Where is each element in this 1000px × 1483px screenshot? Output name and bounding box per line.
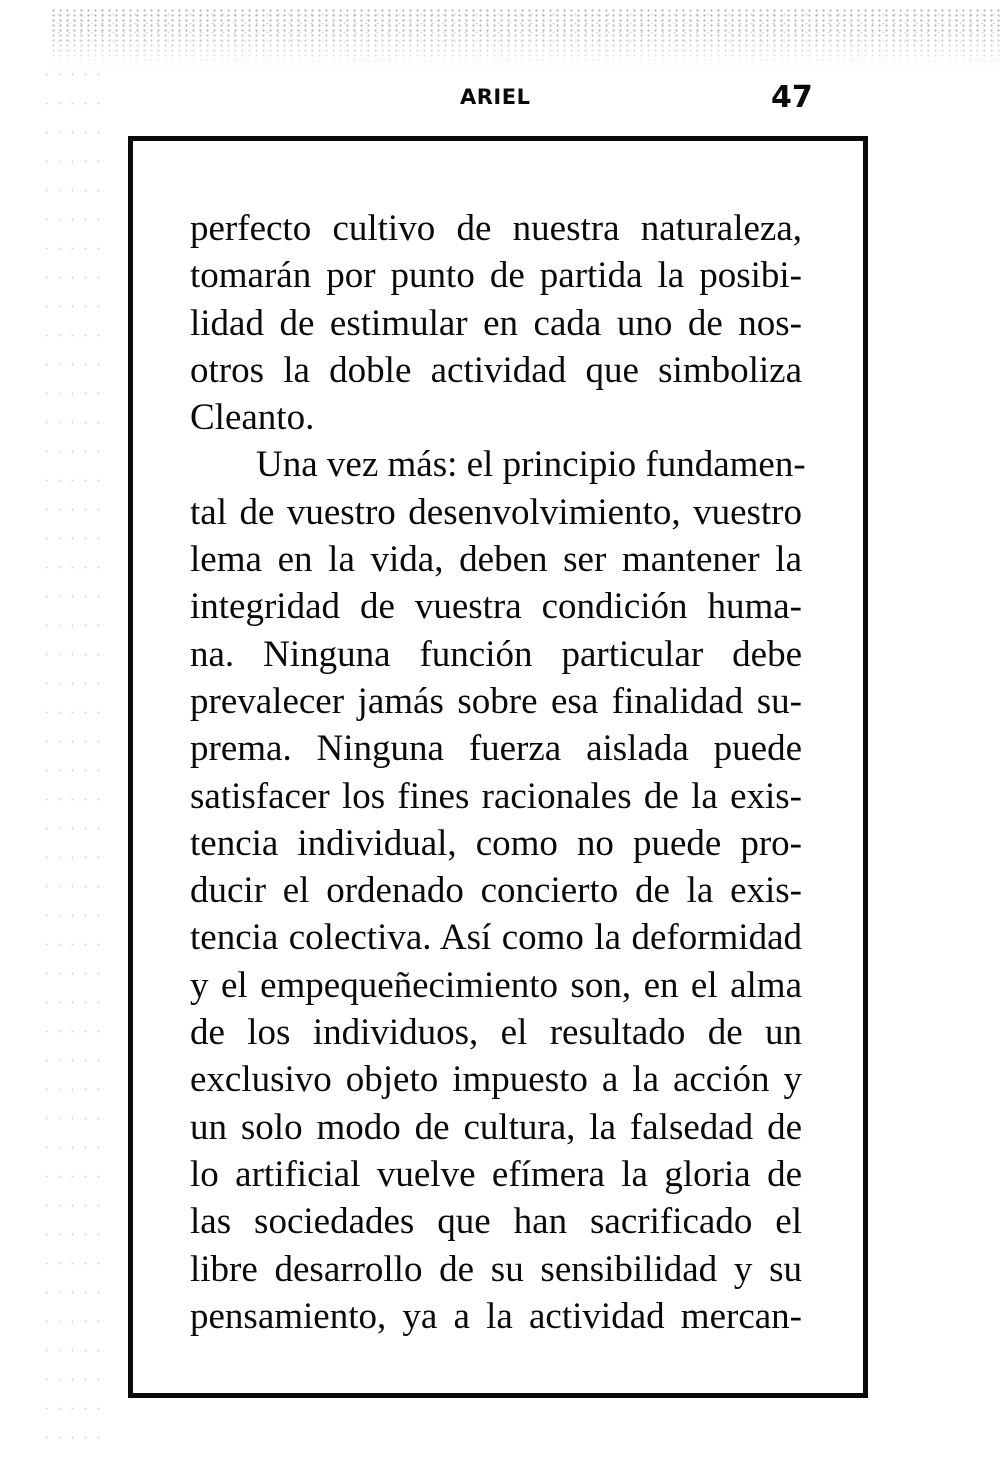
text-line: exclusivo objeto impuesto a la acción y	[190, 1059, 802, 1101]
text-line: lidad de estimular en cada uno de nos-	[190, 302, 802, 344]
text-line: na. Ninguna función particular debe	[190, 633, 802, 675]
text-line: prema. Ninguna fuerza aislada puede	[190, 728, 802, 770]
text-line: tomarán por punto de partida la posibi-	[190, 255, 802, 297]
text-line: ducir el ordenado concierto de la exis-	[190, 870, 802, 912]
text-line: tencia individual, como no puede pro-	[190, 822, 802, 864]
text-line: libre desarrollo de su sensibilidad y su	[190, 1248, 802, 1290]
body-text	[190, 205, 806, 1340]
page-number: 47	[771, 80, 813, 115]
text-line: de los individuos, el resultado de un	[190, 1012, 802, 1054]
scan-noise-margin	[40, 60, 100, 1440]
text-line: Una vez más: el principio fundamen-	[256, 444, 806, 486]
text-line: integridad de vuestra condición huma-	[190, 586, 802, 628]
text-line: lo artificial vuelve efímera la gloria de	[190, 1153, 802, 1195]
running-head: ARIEL	[460, 85, 531, 109]
text-line: tencia colectiva. Así como la deformidad	[190, 917, 802, 959]
text-line: tal de vuestro desenvolvimiento, vuestro	[190, 491, 802, 533]
text-line: Cleanto.	[190, 397, 315, 439]
text-line: un solo modo de cultura, la falsedad de	[190, 1106, 802, 1148]
text-line: satisfacer los fines racionales de la exis-	[190, 775, 802, 817]
text-line: lema en la vida, deben ser mantener la	[190, 539, 802, 581]
text-line: otros la doble actividad que simboliza	[190, 349, 802, 391]
scan-noise	[50, 8, 1000, 68]
text-line: perfecto cultivo de nuestra naturaleza,	[190, 208, 802, 249]
paragraph-1	[190, 205, 802, 441]
text-line: y el empequeñecimiento son, en el alma	[190, 964, 802, 1006]
text-line: pensamiento, ya a la actividad mercan-	[190, 1295, 802, 1337]
text-line: prevalecer jamás sobre esa finalidad su-	[190, 680, 802, 722]
text-line: las sociedades que han sacrificado el	[190, 1201, 802, 1243]
paragraph-2	[190, 441, 806, 1340]
